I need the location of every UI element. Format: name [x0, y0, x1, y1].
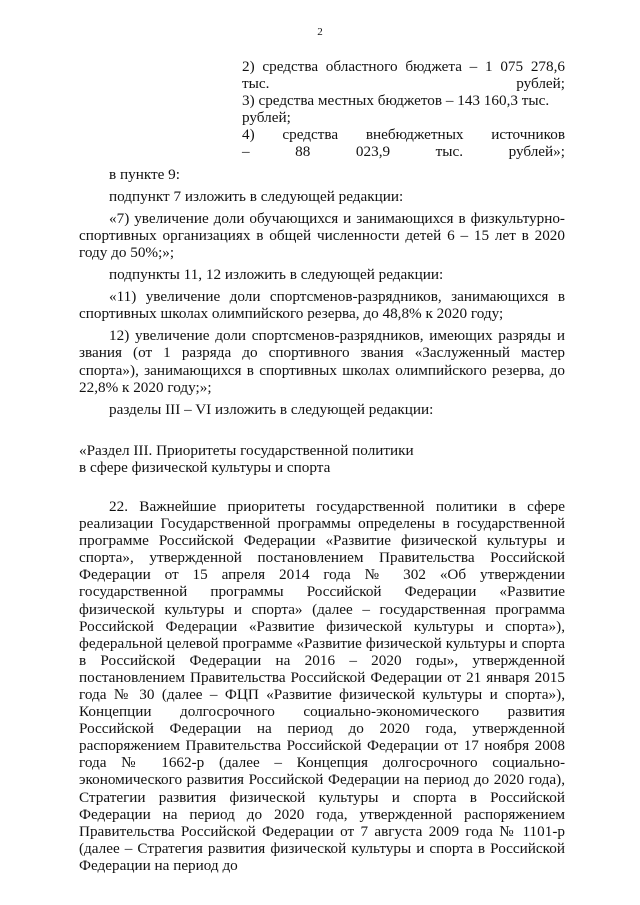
paragraph: в пункте 9:: [109, 165, 180, 183]
section-heading-line: в сфере физической культуры и спорта: [79, 458, 331, 476]
funding-item: [242, 58, 565, 92]
document-body: [79, 58, 565, 874]
paragraph: подпункт 7 изложить в следующей редакции:: [109, 187, 404, 205]
funding-item-text: – 88 023,9 тыс. рублей»;: [242, 143, 565, 161]
funding-item-text: 3) средства местных бюджетов – 143 160,3 тыс.: [242, 92, 550, 110]
funding-item: [242, 92, 565, 126]
paragraph: подпункты 11, 12 изложить в следующей редакции:: [109, 266, 444, 284]
funding-item-text: 4) средства внебюджетных источников: [242, 126, 565, 144]
main-paragraph: 22. Важнейшие приоритеты государственной политики в сфере реализации Государственной программы определены в государственной программе Российской Федерации «Развитие физической культуры и спорта», утвержденной постановлением Правительства Российской Федерации от 15 апреля 2014 года № 302 «Об утверждении государственной программы Российской Федерации «Развитие физической культуры и спорта» (далее – государственная программа Российской Федерации «Развитие физической культуры и спорта»), федеральной целевой программе «Развитие физической культуры и спорта в Российской Федерации на 2016 – 2020 годы», утвержденной постановлением Правительства Российской Федерации от 21 января 2015 года № 30 (далее – ФЦП «Развитие физической культуры и спорта»), Концепции долгосрочного социально-экономического развития Российской Федерации на период до 2020 года, утвержденной распоряжением Правительства Российской Федерации от 17 ноября 2008 года № 1662-р (далее – Концепция долгосрочного социально-экономического развития Российской Федерации на период до 2020 года), Стратегии развития физической культуры и спорта в Российской Федерации на период до 2020 года, утвержденной распоряжением Правительства Российской Федерации от 7 августа 2009 года № 1101-р (далее – Стратегия развития физической культуры и спорта в Российской Федерации на период до: [79, 497, 565, 874]
funding-item-text: тыс. рублей;: [242, 75, 565, 93]
funding-item-text: 2) средства областного бюджета – 1 075 278,6: [242, 58, 565, 75]
paragraph: разделы III – VI изложить в следующей редакции:: [109, 400, 434, 418]
paragraph: «7) увеличение доли обучающихся и занимающихся в физкультурно-спортивных организациях в общей численности детей 6 – 15 лет в 2020 году до 50%;»;: [79, 209, 565, 261]
paragraph: 12) увеличение доли спортсменов-разрядников, имеющих разряды и звания (от 1 разряда до спортивного звания «Заслуженный мастер спорта»), занимающихся в спортивных школах олимпийского резерва, до 22,8% к 2020 году;»;: [79, 327, 565, 396]
page-number: 2: [317, 26, 323, 38]
funding-item-text: рублей;: [242, 109, 291, 127]
funding-sources-list: [242, 58, 565, 161]
funding-item: [242, 126, 565, 160]
paragraph: «11) увеличение доли спортсменов-разрядников, занимающихся в спортивных школах олимпийского резерва, до 48,8% к 2020 году;: [79, 288, 565, 323]
section-heading: [79, 442, 565, 476]
section-heading-line: «Раздел III. Приоритеты государственной политики: [79, 441, 414, 459]
